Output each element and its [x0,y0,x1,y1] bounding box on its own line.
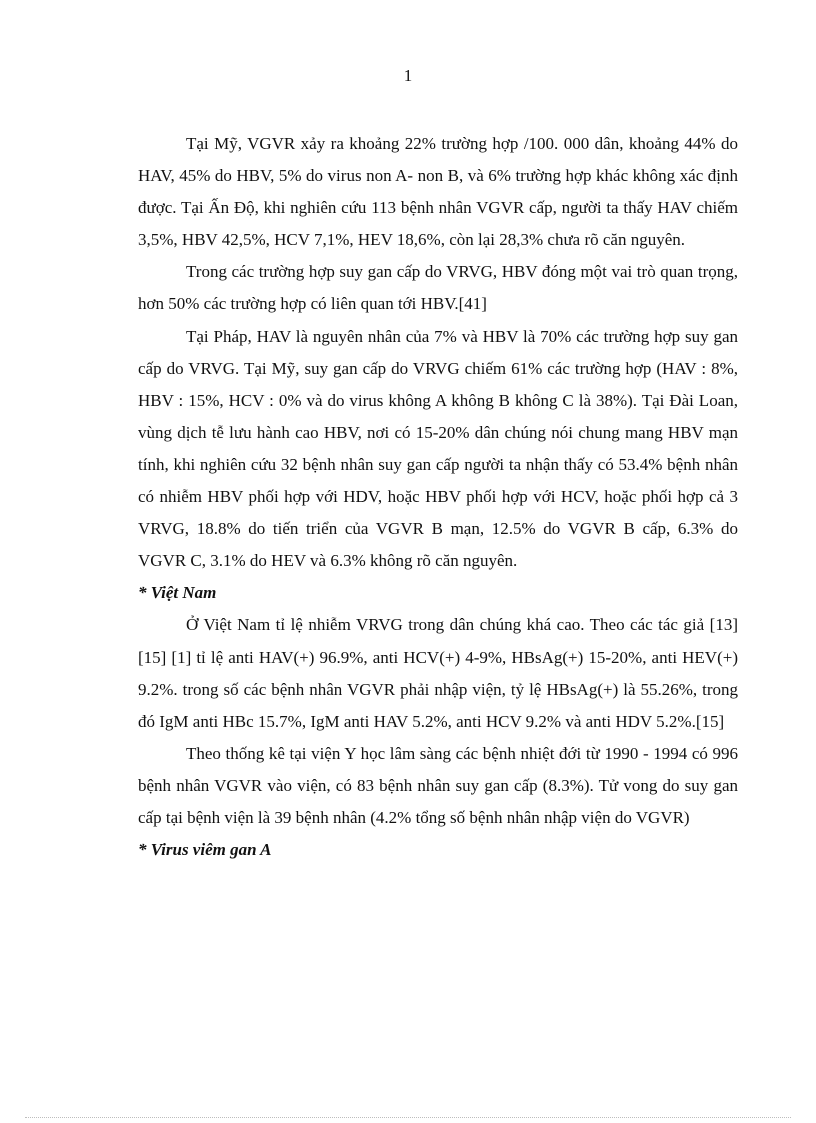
heading-vietnam: * Việt Nam [138,583,217,603]
page-bottom-divider [25,1117,791,1118]
paragraph-hospital-statistics: Theo thống kê tại viện Y học lâm sàng các bệnh nhiệt đới từ 1990 - 1994 có 996 bệnh nhân VGVR vào viện, có 83 bệnh nhân suy gan cấp (8.3%). Tử vong do suy gan cấp tại bệnh viện là 39 bệnh nhân (4.2% tổng số bệnh nhân nhập viện do VGVR) [138,743,738,827]
body-text [138,128,738,866]
paragraph-usa-india: Tại Mỹ, VGVR xảy ra khoảng 22% trường hợp /100. 000 dân, khoảng 44% do HAV, 45% do HBV, 5% do virus non A- non B, và 6% trường hợp khác không xác định được. Tại Ấn Độ, khi nghiên cứu 113 bệnh nhân VGVR cấp, người ta thấy HAV chiếm 3,5%, HBV 42,5%, HCV 7,1%, HEV 18,6%, còn lại 28,3% chưa rõ căn nguyên. [138,134,738,250]
paragraph-acute-liver-failure: Trong các trường hợp suy gan cấp do VRVG, HBV đóng một vai trò quan trọng, hơn 50% các trường hợp có liên quan tới HBV.[41] [138,262,738,314]
heading-hepatitis-a: * Virus viêm gan A [138,840,272,860]
paragraph-vietnam-prevalence: Ở Việt Nam tỉ lệ nhiễm VRVG trong dân chúng khá cao. Theo các tác giả [13] [15] [1] tỉ lệ anti HAV(+) 96.9%, anti HCV(+) 4-9%, HBsAg(+) 15-20%, anti HEV(+) 9.2%. trong số các bệnh nhân VGVR phải nhập viện, tỷ lệ HBsAg(+) là 55.26%, trong đó IgM anti HBc 15.7%, IgM anti HAV 5.2%, anti HCV 9.2% và anti HDV 5.2%.[15] [138,615,738,731]
paragraph-france-usa-taiwan: Tại Pháp, HAV là nguyên nhân của 7% và HBV là 70% các trường hợp suy gan cấp do VRVG. Tại Mỹ, suy gan cấp do VRVG chiếm 61% các trường hợp (HAV : 8%, HBV : 15%, HCV : 0% và do virus không A không B không C là 38%). Tại Đài Loan, vùng dịch tễ lưu hành cao HBV, nơi có 15-20% dân chúng nói chung mang HBV mạn tính, khi nghiên cứu 32 bệnh nhân suy gan cấp người ta nhận thấy có 53.4% bệnh nhân có nhiễm HBV phối hợp với HDV, hoặc HBV phối hợp với HCV, hoặc phối hợp cả 3 VRVG, 18.8% do tiến triển của VGVR B mạn, 12.5% do VGVR B cấp, 6.3% do VGVR C, 3.1% do HEV và 6.3% không rõ căn nguyên. [138,326,738,571]
page-number: 1 [403,66,413,85]
